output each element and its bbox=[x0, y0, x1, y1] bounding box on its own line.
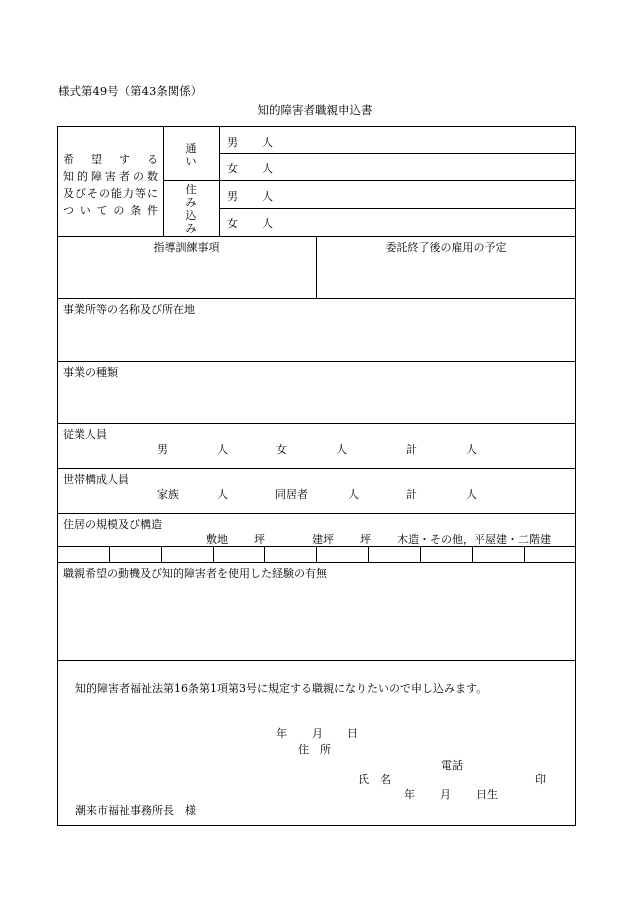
residence-label: 住居の規模及び構造 bbox=[63, 518, 162, 531]
livein-label-char: み bbox=[185, 222, 197, 235]
household-label: 世帯構成人員 bbox=[63, 473, 129, 486]
rule-v-cell bbox=[161, 546, 162, 562]
conditions-label-line: つ い て の 条 件 bbox=[63, 204, 158, 217]
employees-female-label: 女 bbox=[276, 443, 287, 456]
rule-v-cell bbox=[368, 546, 369, 562]
birth-day-label: 日生 bbox=[476, 788, 498, 801]
residence-site-unit: 坪 bbox=[254, 533, 265, 546]
rule-v-cell bbox=[524, 546, 525, 562]
address-label: 住 所 bbox=[298, 743, 331, 756]
livein-male-unit: 人 bbox=[262, 190, 273, 203]
residence-structure: 木造・その他，平屋建・二階建 bbox=[397, 533, 551, 546]
conditions-label-line: 及びその能力等に bbox=[63, 187, 158, 200]
addressee: 潮来市福祉事務所長 様 bbox=[75, 804, 196, 817]
conditions-label-line: 知的障害者の数 bbox=[63, 170, 158, 183]
commute-label bbox=[184, 142, 198, 168]
household-total-label: 計 bbox=[406, 488, 417, 501]
employees-total-label: 計 bbox=[406, 443, 417, 456]
name-label: 氏 名 bbox=[358, 773, 391, 786]
employees-label: 従業人員 bbox=[63, 428, 107, 441]
rule-v-cell bbox=[316, 546, 317, 562]
commute-label-char: 通 bbox=[185, 142, 197, 155]
household-total-unit: 人 bbox=[466, 488, 477, 501]
phone-label: 電話 bbox=[441, 759, 463, 772]
commute-female-label: 女 bbox=[227, 162, 238, 175]
commute-female-unit: 人 bbox=[262, 162, 273, 175]
birth-year-label: 年 bbox=[404, 788, 415, 801]
employees-male-unit: 人 bbox=[217, 443, 228, 456]
date-day-label: 日 bbox=[347, 727, 358, 740]
employment-plan-label: 委託終了後の雇用の予定 bbox=[385, 241, 507, 254]
commute-label-char: い bbox=[185, 155, 197, 168]
commute-male-label: 男 bbox=[227, 136, 238, 149]
livein-male-label: 男 bbox=[227, 190, 238, 203]
household-family-unit: 人 bbox=[217, 488, 228, 501]
guidance-label: 指導訓練事項 bbox=[153, 241, 220, 254]
seal-mark: 印 bbox=[535, 773, 546, 786]
rule-livein-split bbox=[219, 208, 576, 209]
employees-male-label: 男 bbox=[157, 443, 168, 456]
livein-label-char: 住 bbox=[185, 183, 197, 196]
declaration-text: 知的障害者福祉法第16条第1項第3号に規定する職親になりたいので申し込みます。 bbox=[75, 682, 488, 695]
rule-v-cell bbox=[213, 546, 214, 562]
date-year-label: 年 bbox=[276, 727, 287, 740]
application-form-frame bbox=[57, 126, 576, 826]
rule-motivation-bottom bbox=[57, 660, 576, 661]
residence-building-label: 建坪 bbox=[312, 533, 334, 546]
rule-v-sublabels bbox=[219, 126, 220, 236]
conditions-label-line: 希 望 す る bbox=[63, 153, 158, 166]
rule-guidance-bottom bbox=[57, 298, 576, 299]
form-title: 知的障害者職親申込書 bbox=[257, 103, 373, 117]
rule-residence-bottom bbox=[57, 562, 576, 563]
rule-v-cell bbox=[109, 546, 110, 562]
rule-commute-split bbox=[219, 153, 576, 154]
livein-female-label: 女 bbox=[227, 217, 238, 230]
rule-household-bottom bbox=[57, 513, 576, 514]
rule-v-cell bbox=[472, 546, 473, 562]
rule-type-bottom bbox=[57, 423, 576, 424]
business-name-address-label: 事業所等の名称及び所在地 bbox=[63, 303, 195, 316]
birth-month-label: 月 bbox=[440, 788, 451, 801]
rule-v-cell bbox=[420, 546, 421, 562]
rule-commute-livein bbox=[163, 180, 576, 181]
residence-building-unit: 坪 bbox=[360, 533, 371, 546]
livein-label-char: 込 bbox=[185, 209, 197, 222]
motivation-label: 職親希望の動機及び知的障害者を使用した経験の有無 bbox=[63, 567, 327, 580]
residence-site-label: 敷地 bbox=[206, 533, 228, 546]
employees-total-unit: 人 bbox=[466, 443, 477, 456]
household-family-label: 家族 bbox=[157, 488, 179, 501]
livein-label bbox=[184, 183, 198, 235]
conditions-label bbox=[63, 151, 158, 219]
rule-business-bottom bbox=[57, 361, 576, 362]
rule-employees-bottom bbox=[57, 468, 576, 469]
business-type-label: 事業の種類 bbox=[63, 366, 118, 379]
employees-female-unit: 人 bbox=[336, 443, 347, 456]
household-cohabitant-label: 同居者 bbox=[275, 488, 308, 501]
household-cohabitant-unit: 人 bbox=[348, 488, 359, 501]
date-month-label: 月 bbox=[312, 727, 323, 740]
rule-v-conditions bbox=[163, 126, 164, 236]
commute-male-unit: 人 bbox=[262, 136, 273, 149]
livein-label-char: み bbox=[185, 196, 197, 209]
form-number: 様式第49号（第43条関係） bbox=[58, 84, 203, 98]
livein-female-unit: 人 bbox=[262, 217, 273, 230]
rule-v-cell bbox=[264, 546, 265, 562]
